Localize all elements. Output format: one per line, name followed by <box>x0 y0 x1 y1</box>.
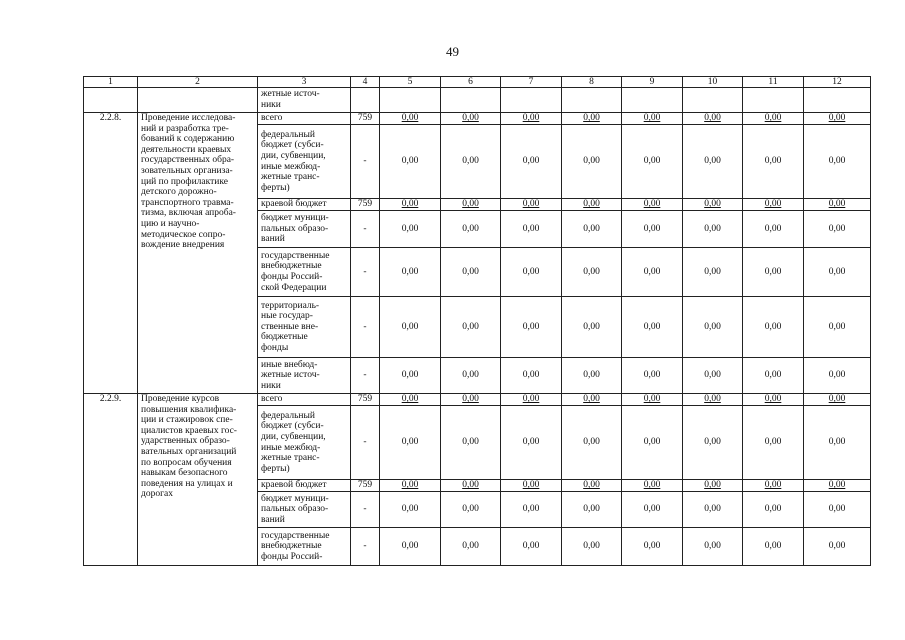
amount-cell: 0,00 <box>683 248 743 297</box>
admin-code: - <box>351 297 380 358</box>
amount-cell: 0,00 <box>562 199 622 211</box>
amount-cell: 0,00 <box>743 358 804 394</box>
budget-table <box>83 76 871 566</box>
amount-cell: 0,00 <box>380 199 441 211</box>
empty-cell <box>562 88 622 113</box>
table-row <box>84 113 871 125</box>
amount-cell: 0,00 <box>683 394 743 406</box>
amount-cell: 0,00 <box>622 211 683 248</box>
amount-cell: 0,00 <box>380 394 441 406</box>
amount-cell: 0,00 <box>683 211 743 248</box>
item-name: Проведение курсов повышения квалифика- ции и стажировок спе- циалистов краевых гос- ударственных образо- вательных организаций по вопросам обучения навыкам безопасного поведения на улицах и дорогах <box>138 394 258 566</box>
amount-cell: 0,00 <box>441 492 501 528</box>
amount-cell: 0,00 <box>501 211 562 248</box>
amount-cell: 0,00 <box>562 528 622 566</box>
amount-cell: 0,00 <box>743 125 804 199</box>
amount-cell: 0,00 <box>804 199 871 211</box>
item-code: 2.2.9. <box>84 394 138 566</box>
funding-source: государственные внебюджетные фонды Россий- <box>258 528 351 566</box>
amount-cell: 0,00 <box>380 297 441 358</box>
amount-cell: 0,00 <box>622 480 683 492</box>
amount-cell: 0,00 <box>622 358 683 394</box>
amount-cell: 0,00 <box>441 480 501 492</box>
amount-cell: 0,00 <box>743 394 804 406</box>
funding-source: краевой бюджет <box>258 480 351 492</box>
amount-cell: 0,00 <box>501 113 562 125</box>
funding-source: иные внебюд- жетные источ- ники <box>258 358 351 394</box>
amount-cell: 0,00 <box>501 199 562 211</box>
amount-cell: 0,00 <box>380 248 441 297</box>
funding-source: федеральный бюджет (субси- дии, субвенции, иные межбюд- жетные транс- ферты) <box>258 406 351 480</box>
amount-cell: 0,00 <box>501 528 562 566</box>
amount-cell: 0,00 <box>804 480 871 492</box>
amount-cell: 0,00 <box>804 394 871 406</box>
amount-cell: 0,00 <box>441 358 501 394</box>
amount-cell: 0,00 <box>380 492 441 528</box>
amount-cell: 0,00 <box>683 492 743 528</box>
amount-cell: 0,00 <box>380 113 441 125</box>
column-header: 2 <box>138 77 258 88</box>
admin-code: - <box>351 211 380 248</box>
admin-code: - <box>351 528 380 566</box>
continuation-row <box>84 88 871 113</box>
amount-cell: 0,00 <box>683 199 743 211</box>
funding-source: территориаль- ные государ- ственные вне- бюджетные фонды <box>258 297 351 358</box>
amount-cell: 0,00 <box>501 394 562 406</box>
amount-cell: 0,00 <box>441 528 501 566</box>
name-cell <box>138 88 258 113</box>
amount-cell: 0,00 <box>804 492 871 528</box>
amount-cell: 0,00 <box>441 248 501 297</box>
amount-cell: 0,00 <box>743 406 804 480</box>
admin-code: - <box>351 358 380 394</box>
amount-cell: 0,00 <box>441 125 501 199</box>
empty-cell <box>351 88 380 113</box>
funding-source: федеральный бюджет (субси- дии, субвенции, иные межбюд- жетные транс- ферты) <box>258 125 351 199</box>
item-code: 2.2.8. <box>84 113 138 394</box>
funding-source: краевой бюджет <box>258 199 351 211</box>
amount-cell: 0,00 <box>501 297 562 358</box>
amount-cell: 0,00 <box>441 113 501 125</box>
amount-cell: 0,00 <box>441 199 501 211</box>
admin-code: 759 <box>351 113 380 125</box>
amount-cell: 0,00 <box>683 113 743 125</box>
amount-cell: 0,00 <box>622 297 683 358</box>
amount-cell: 0,00 <box>562 248 622 297</box>
amount-cell: 0,00 <box>804 358 871 394</box>
admin-code: 759 <box>351 480 380 492</box>
amount-cell: 0,00 <box>743 113 804 125</box>
admin-code: - <box>351 492 380 528</box>
amount-cell: 0,00 <box>562 297 622 358</box>
column-header: 10 <box>683 77 743 88</box>
amount-cell: 0,00 <box>804 297 871 358</box>
amount-cell: 0,00 <box>804 125 871 199</box>
amount-cell: 0,00 <box>683 297 743 358</box>
amount-cell: 0,00 <box>622 199 683 211</box>
amount-cell: 0,00 <box>743 492 804 528</box>
empty-cell <box>380 88 441 113</box>
empty-cell <box>804 88 871 113</box>
amount-cell: 0,00 <box>562 492 622 528</box>
amount-cell: 0,00 <box>562 113 622 125</box>
amount-cell: 0,00 <box>683 528 743 566</box>
admin-code: - <box>351 125 380 199</box>
amount-cell: 0,00 <box>380 528 441 566</box>
item-name: Проведение исследова- ний и разработка тре- бований к содержанию деятельности краевых государственных обра- зовательных организа- ций по профилактике детского дорожно- транспортного травма- тизма, включая апроба- цию и научно- методическое сопро- вождение внедрения <box>138 113 258 394</box>
empty-cell <box>622 88 683 113</box>
amount-cell: 0,00 <box>380 406 441 480</box>
funding-source: бюджет муници- пальных образо- ваний <box>258 211 351 248</box>
header-row <box>84 77 871 88</box>
amount-cell: 0,00 <box>622 492 683 528</box>
amount-cell: 0,00 <box>683 358 743 394</box>
empty-cell <box>441 88 501 113</box>
amount-cell: 0,00 <box>683 480 743 492</box>
amount-cell: 0,00 <box>743 528 804 566</box>
amount-cell: 0,00 <box>562 394 622 406</box>
column-header: 1 <box>84 77 138 88</box>
amount-cell: 0,00 <box>562 358 622 394</box>
amount-cell: 0,00 <box>562 406 622 480</box>
amount-cell: 0,00 <box>501 248 562 297</box>
column-header: 11 <box>743 77 804 88</box>
amount-cell: 0,00 <box>804 406 871 480</box>
funding-source: всего <box>258 394 351 406</box>
amount-cell: 0,00 <box>804 211 871 248</box>
column-header: 6 <box>441 77 501 88</box>
admin-code: - <box>351 406 380 480</box>
amount-cell: 0,00 <box>441 297 501 358</box>
amount-cell: 0,00 <box>743 480 804 492</box>
amount-cell: 0,00 <box>622 528 683 566</box>
amount-cell: 0,00 <box>562 211 622 248</box>
amount-cell: 0,00 <box>441 406 501 480</box>
amount-cell: 0,00 <box>380 358 441 394</box>
code-cell <box>84 88 138 113</box>
column-header: 3 <box>258 77 351 88</box>
amount-cell: 0,00 <box>441 211 501 248</box>
empty-cell <box>683 88 743 113</box>
amount-cell: 0,00 <box>743 211 804 248</box>
funding-source: государственные внебюджетные фонды Россий- ской Федерации <box>258 248 351 297</box>
amount-cell: 0,00 <box>743 297 804 358</box>
amount-cell: 0,00 <box>622 125 683 199</box>
empty-cell <box>501 88 562 113</box>
amount-cell: 0,00 <box>622 394 683 406</box>
amount-cell: 0,00 <box>683 406 743 480</box>
amount-cell: 0,00 <box>501 406 562 480</box>
amount-cell: 0,00 <box>501 480 562 492</box>
amount-cell: 0,00 <box>501 358 562 394</box>
amount-cell: 0,00 <box>501 492 562 528</box>
table-row <box>84 394 871 406</box>
amount-cell: 0,00 <box>622 248 683 297</box>
column-header: 8 <box>562 77 622 88</box>
source-cell: жетные источ- ники <box>258 88 351 113</box>
page-number: 49 <box>446 44 459 59</box>
admin-code: 759 <box>351 199 380 211</box>
column-header: 4 <box>351 77 380 88</box>
amount-cell: 0,00 <box>804 113 871 125</box>
column-header: 7 <box>501 77 562 88</box>
amount-cell: 0,00 <box>804 528 871 566</box>
funding-source: всего <box>258 113 351 125</box>
amount-cell: 0,00 <box>743 248 804 297</box>
column-header: 12 <box>804 77 871 88</box>
amount-cell: 0,00 <box>562 480 622 492</box>
empty-cell <box>743 88 804 113</box>
admin-code: 759 <box>351 394 380 406</box>
amount-cell: 0,00 <box>380 480 441 492</box>
column-header: 9 <box>622 77 683 88</box>
amount-cell: 0,00 <box>380 125 441 199</box>
amount-cell: 0,00 <box>622 113 683 125</box>
amount-cell: 0,00 <box>501 125 562 199</box>
funding-source: бюджет муници- пальных образо- ваний <box>258 492 351 528</box>
amount-cell: 0,00 <box>380 211 441 248</box>
admin-code: - <box>351 248 380 297</box>
amount-cell: 0,00 <box>804 248 871 297</box>
amount-cell: 0,00 <box>622 406 683 480</box>
amount-cell: 0,00 <box>683 125 743 199</box>
amount-cell: 0,00 <box>562 125 622 199</box>
amount-cell: 0,00 <box>441 394 501 406</box>
amount-cell: 0,00 <box>743 199 804 211</box>
column-header: 5 <box>380 77 441 88</box>
